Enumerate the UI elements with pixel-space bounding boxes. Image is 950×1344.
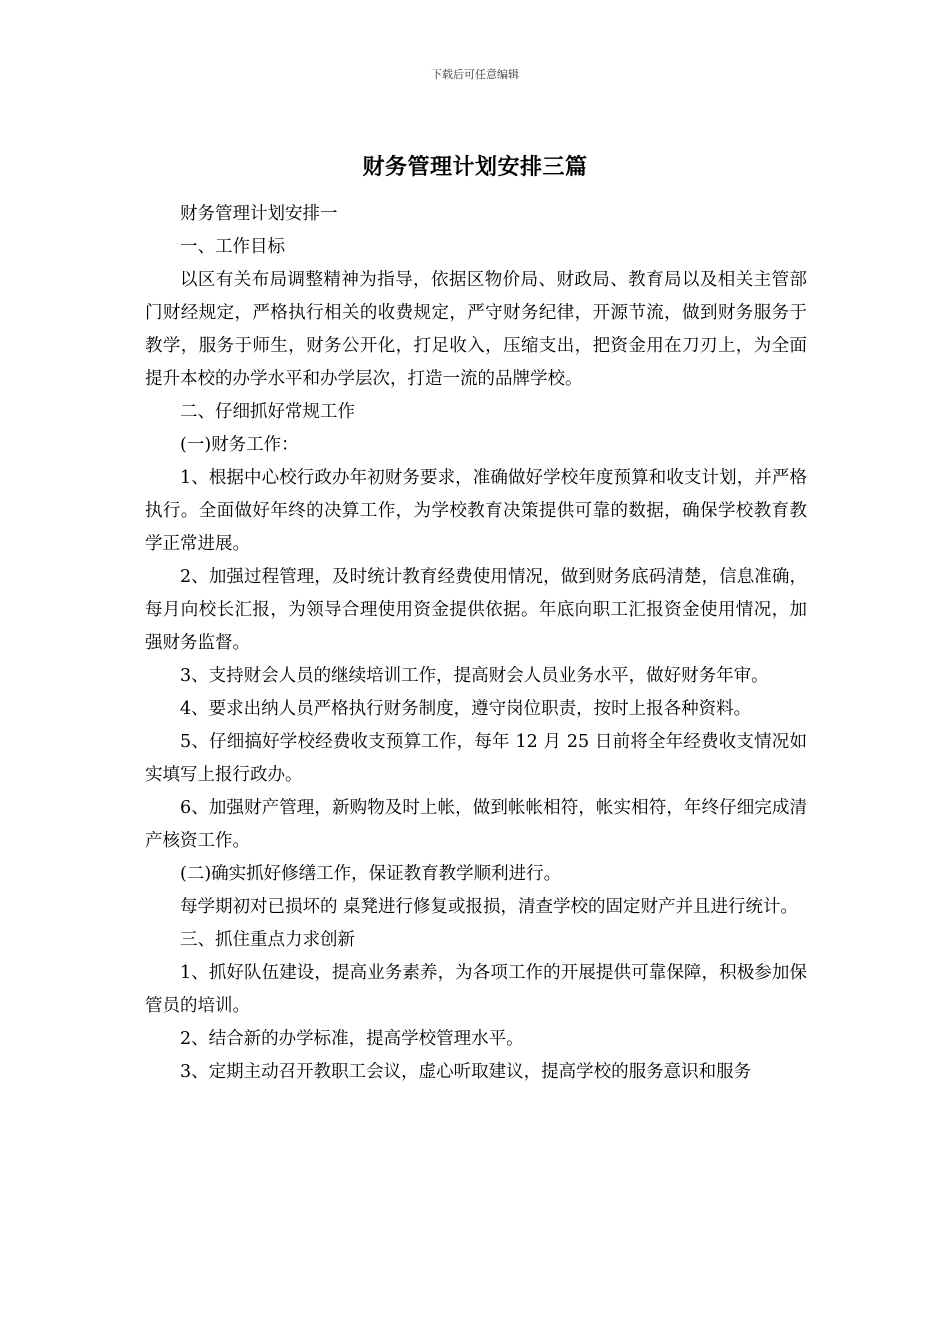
paragraph: 1、根据中心校行政办年初财务要求，准确做好学校年度预算和收支计划，并严格执行。全面做好年终的决算工作，为学校教育决策提供可靠的数据，确保学校教育教学正常进展。 [145, 468, 807, 554]
paragraph: 以区有关布局调整精神为指导，依据区物价局、财政局、教育局以及相关主管部门财经规定，严格执行相关的收费规定，严守财务纪律，开源节流，做到财务服务于教学，服务于师生，财务公开化，打足收入，压缩支出，把资金用在刀刃上，为全面提升本校的办学水平和办学层次，打造一流的品牌学校。 [145, 270, 807, 389]
paragraph: 二、仔细抓好常规工作 [180, 402, 355, 422]
paragraph: 4、要求出纳人员严格执行财务制度，遵守岗位职责，按时上报各种资料。 [180, 699, 752, 719]
paragraph: 2、加强过程管理，及时统计教育经费使用情况，做到财务底码清楚，信息准确，每月向校长汇报，为领导合理使用资金提供依据。年底向职工汇报资金使用情况，加强财务监督。 [145, 567, 807, 653]
paragraph: 5、仔细搞好学校经费收支预算工作，每年 12 月 25 日前将全年经费收支情况如实填写上报行政办。 [145, 732, 807, 785]
paragraph: 1、抓好队伍建设，提高业务素养，为各项工作的开展提供可靠保障，积极参加保管员的培训。 [145, 963, 807, 1016]
paragraph: 每学期初对已损坏的 桌凳进行修复或报损，清查学校的固定财产并且进行统计。 [180, 897, 799, 917]
paragraph: 6、加强财产管理，新购物及时上帐，做到帐帐相符，帐实相符，年终仔细完成清产核资工作。 [145, 798, 807, 851]
paragraph: 3、定期主动召开教职工会议，虚心听取建议，提高学校的服务意识和服务 [180, 1062, 752, 1082]
paragraph: 2、结合新的办学标准，提高学校管理水平。 [180, 1029, 524, 1049]
document-title: 财务管理计划安排三篇 [362, 154, 588, 180]
paragraph: 一、工作目标 [180, 237, 285, 257]
paragraph: (一)财务工作： [180, 435, 299, 455]
paragraph: 财务管理计划安排一 [180, 204, 338, 224]
paragraph: (二)确实抓好修缮工作，保证教育教学顺利进行。 [180, 864, 562, 884]
paragraph: 三、抓住重点力求创新 [180, 930, 355, 950]
document-body [145, 198, 807, 1089]
page-header: 下载后可任意编辑 [431, 68, 519, 81]
paragraph: 3、支持财会人员的继续培训工作，提高财会人员业务水平，做好财务年审。 [180, 666, 769, 686]
